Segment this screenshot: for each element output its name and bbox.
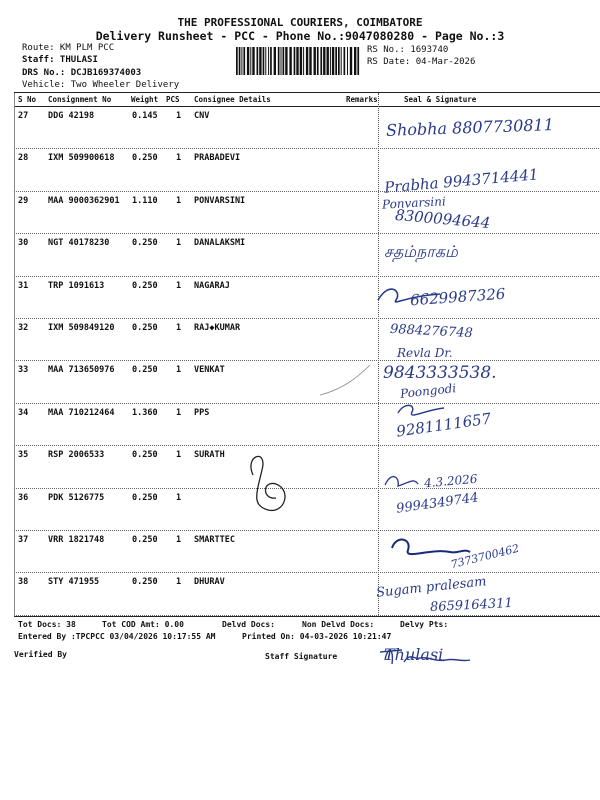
cell-consignment: RSP 2006533	[48, 450, 105, 461]
staff: Staff: THULASI	[22, 55, 98, 65]
cell-consignment: IXM 509900618	[48, 153, 115, 164]
signature-32-name: Revla Dr.	[397, 346, 453, 360]
vehicle: Vehicle: Two Wheeler Delivery	[22, 80, 180, 90]
rs-date: RS Date: 04-Mar-2026	[367, 57, 476, 67]
signature-29-name: Ponvarsini	[381, 194, 447, 212]
col-consignee: Consignee Details	[194, 95, 271, 104]
cell-sno: 35	[18, 450, 29, 461]
signature-33: 9843333538.	[383, 363, 497, 383]
route: Route: KM PLM PCC	[22, 43, 115, 53]
cell-pcs: 1	[176, 450, 182, 461]
cell-consignee: RAJ◆KUMAR	[194, 323, 241, 333]
signature-33-name: Poongodi	[399, 381, 457, 401]
cell-weight: 0.250	[132, 238, 158, 249]
cell-consignee: PPS	[194, 407, 210, 418]
cell-pcs: 1	[176, 280, 182, 291]
signature-29-phone: 8300094644	[394, 205, 492, 233]
cell-pcs: 1	[176, 577, 182, 588]
signature-34-scribble	[398, 405, 444, 415]
col-sno: S No	[18, 95, 37, 104]
cell-sno: 38	[18, 577, 29, 588]
cell-sno: 29	[18, 195, 29, 206]
tot-cod: Tot COD Amt: 0.00	[102, 620, 184, 629]
cell-pcs: 1	[176, 195, 182, 206]
cell-consignment: PDK 5126775	[48, 492, 105, 503]
cell-consignee: NAGARAJ	[194, 280, 230, 291]
signature-28: Prabha 9943714441	[383, 165, 540, 197]
signature-38-phone: 8659164311	[429, 595, 514, 616]
signature-37-phone: 7373700462	[449, 541, 521, 572]
cell-weight: 0.250	[132, 153, 158, 164]
cell-consignment: IXM 509849120	[48, 323, 115, 333]
staff-signature-label: Staff Signature	[265, 652, 338, 661]
cell-weight: 0.250	[132, 280, 158, 291]
signature-38-name: Sugam pralesam	[375, 574, 488, 601]
tot-docs: Tot Docs: 38	[18, 620, 76, 629]
signature-35-scribble	[251, 456, 285, 510]
signature-31: 6629987326	[409, 284, 506, 310]
cell-weight: 0.250	[132, 450, 158, 461]
cell-consignee: DANALAKSMI	[194, 238, 246, 249]
cell-consignment: MAA 713650976	[48, 365, 115, 376]
drs-number: DRS No.: DCJB169374003	[22, 68, 142, 78]
cell-pcs: 1	[176, 153, 182, 164]
cell-weight: 0.250	[132, 323, 158, 333]
entered-by: Entered By :TPCPCC 03/04/2026 10:17:55 AM	[18, 632, 216, 641]
cell-pcs: 1	[176, 492, 182, 503]
runsheet-subtitle: Delivery Runsheet - PCC - Phone No.:9047080280 - Page No.:3	[95, 29, 505, 43]
signature-37-scribble	[392, 540, 470, 555]
cell-weight: 1.360	[132, 407, 158, 418]
cell-sno: 32	[18, 323, 29, 333]
col-weight: Weight	[131, 95, 159, 104]
cell-consignment: MAA 710212464	[48, 407, 115, 418]
cell-consignment: MAA 9000362901	[48, 195, 120, 206]
cell-sno: 34	[18, 407, 29, 418]
cell-sno: 36	[18, 492, 29, 503]
signature-34: 9281111657	[395, 409, 493, 441]
cell-weight: 0.250	[132, 535, 158, 545]
cell-sno: 31	[18, 280, 29, 291]
signature-30: சதம்நாகம்	[384, 242, 458, 261]
printed-on: Printed On: 04-03-2026 10:21:47	[242, 632, 392, 641]
signature-27: Shobha 8807730811	[385, 115, 555, 140]
cell-pcs: 1	[176, 323, 182, 333]
cell-consignment: NGT 40178230	[48, 238, 110, 249]
cell-weight: 0.250	[132, 365, 158, 376]
signature-31-scribble	[378, 289, 440, 302]
cell-sno: 28	[18, 153, 29, 164]
signature-36-date: 4.3.2026	[423, 471, 478, 491]
cell-consignment: STY 471955	[48, 577, 100, 588]
col-pcs: PCS	[166, 95, 180, 104]
delvy-pts: Delvy Pts:	[400, 620, 449, 629]
rs-number: RS No.: 1693740	[367, 45, 449, 55]
cell-consignee: SMARTTEC	[194, 535, 235, 545]
cell-weight: 0.250	[132, 577, 158, 588]
staff-signature: Thulasi	[384, 645, 444, 664]
cell-consignment: VRR 1821748	[48, 535, 105, 545]
signature-32-phone: 9884276748	[389, 321, 474, 342]
cell-consignee: PONVARSINI	[194, 195, 246, 206]
cell-pcs: 1	[176, 365, 182, 376]
cell-consignee: SURATH	[194, 450, 225, 461]
runsheet-title: THE PROFESSIONAL COURIERS, COIMBATORE	[177, 16, 423, 29]
verified-by: Verified By	[14, 650, 67, 659]
col-consignment: Consignment No	[48, 95, 112, 104]
cell-weight: 0.145	[132, 111, 158, 121]
signature-36-scribble	[385, 477, 418, 486]
cell-sno: 27	[18, 111, 29, 121]
cell-consignee: PRABADEVI	[194, 153, 241, 164]
cell-sno: 33	[18, 365, 29, 376]
cell-pcs: 1	[176, 407, 182, 418]
cell-pcs: 1	[176, 111, 182, 121]
stray-line	[320, 365, 370, 395]
cell-pcs: 1	[176, 238, 182, 249]
cell-consignee: CNV	[194, 111, 210, 121]
cell-sno: 37	[18, 535, 29, 545]
cell-weight: 1.110	[132, 195, 158, 206]
cell-consignment: DDG 42198	[48, 111, 95, 121]
non-delvd-docs: Non Delvd Docs:	[302, 620, 375, 629]
col-remarks: Remarks	[346, 95, 378, 104]
cell-sno: 30	[18, 238, 29, 249]
delvd-docs: Delvd Docs:	[222, 620, 275, 629]
cell-weight: 0.250	[132, 492, 158, 503]
cell-consignee: VENKAT	[194, 365, 225, 376]
signature-36-phone: 9994349744	[395, 490, 480, 517]
col-seal: Seal & Signature	[404, 95, 477, 104]
cell-consignee: DHURAV	[194, 577, 225, 588]
cell-pcs: 1	[176, 535, 182, 545]
cell-consignment: TRP 1091613	[48, 280, 105, 291]
